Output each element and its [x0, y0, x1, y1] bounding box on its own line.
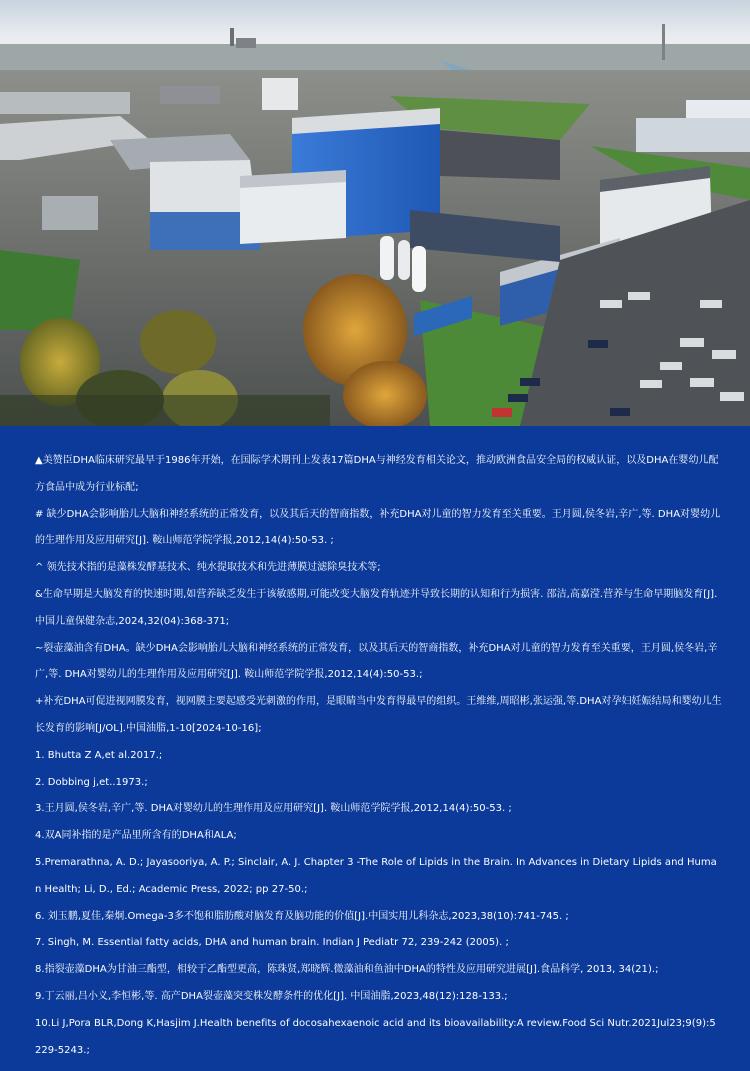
reference-10: 10.Li J,Pora BLR,Dong K,Hasjim J.Health benefits of docosahexaenoic acid and its bioavailability:A review.Food Sci Nutr.2021Jul23;9(9):5229-5243.; — [35, 1017, 716, 1056]
reference-8: 8.指裂壶藻DHA为甘油三酯型，相较于乙酯型更高，陈珠贤,郑晓辉.微藻油和鱼油中DHA的特性及应用研究进展[J].食品科学, 2013, 34(21).; — [35, 964, 659, 976]
footnotes-section — [0, 426, 750, 1071]
reference-1: 1. Bhutta Z A,et al.2017.; — [35, 749, 163, 761]
reference-4: 4.双A同补指的是产品里所含有的DHA和ALA; — [35, 830, 237, 842]
reference-3: 3.王月圆,侯冬岩,辛广,等. DHA对婴幼儿的生理作用及应用研究[J]. 鞍山师范学院学报,2012,14(4):50-53. ; — [35, 803, 512, 815]
footnote-ampersand: &生命早期是大脑发育的快速时期,如营养缺乏发生于该敏感期,可能改变大脑发育轨迹并导致长期的认知和行为损害. 邵洁,高嘉滢.营养与生命早期脑发育[J].中国儿童保健杂志,2024,32(04):368-371; — [35, 588, 718, 627]
facility-aerial-photo — [0, 0, 750, 426]
footnote-triangle: ▲美赞臣DHA临床研究最早于1986年开始，在国际学术期刊上发表17篇DHA与神经发育相关论文，推动欧洲食品安全局的权威认证，以及DHA在婴幼儿配方食品中成为行业标配; — [35, 455, 719, 493]
reference-7: 7. Singh, M. Essential fatty acids, DHA and human brain. Indian J Pediatr 72, 239-242 (2005). ; — [35, 937, 509, 949]
reference-5: 5.Premarathna, A. D.; Jayasooriya, A. P.; Sinclair, A. J. Chapter 3 -The Role of Lipids in the Brain. In Advances in Dietary Lipids and Human Health; Li, D., Ed.; Academic Press, 2022; pp 27-50.; — [35, 856, 717, 895]
footnote-caret: ^ 领先技术指的是藻株发酵基技术、纯水提取技术和先进薄膜过滤除臭技术等; — [35, 562, 381, 574]
reference-2: 2. Dobbing j,et..1973.; — [35, 776, 148, 788]
facility-aerial-illustration — [0, 0, 750, 426]
reference-6: 6. 刘玉鹏,夏佳,秦炯.Omega-3多不饱和脂肪酸对脑发育及脑功能的价值[J].中国实用儿科杂志,2023,38(10):741-745. ; — [35, 910, 569, 922]
footnote-plus: +补充DHA可促进视网膜发育，视网膜主要起感受光刺激的作用，是眼睛当中发育得最早的组织。王维维,周昭彬,张运强,等.DHA对孕妇妊娠结局和婴幼儿生长发育的影响[J/OL].中国油脂,1-10[2024-10-16]; — [35, 696, 722, 734]
footnote-tilde: ~裂壶藻油含有DHA。缺少DHA会影响胎儿大脑和神经系统的正常发育，以及其后天的智商指数，补充DHA对儿童的智力发育至关重要，王月圆,侯冬岩,辛广,等. DHA对婴幼儿的生理作用及应用研究[J]. 鞍山师范学院学报,2012,14(4):50-53.; — [35, 642, 718, 681]
footnote-hash: # 缺少DHA会影响胎儿大脑和神经系统的正常发育，以及其后天的智商指数，补充DHA对儿童的智力发育至关重要。王月圆,侯冬岩,辛广,等. DHA对婴幼儿的生理作用及应用研究[J]. 鞍山师范学院学报,2012,14(4):50-53. ; — [35, 508, 721, 547]
reference-9: 9.丁云丽,吕小义,李恒彬,等. 高产DHA裂壶藻突变株发酵条件的优化[J]. 中国油脂,2023,48(12):128-133.; — [35, 990, 508, 1002]
